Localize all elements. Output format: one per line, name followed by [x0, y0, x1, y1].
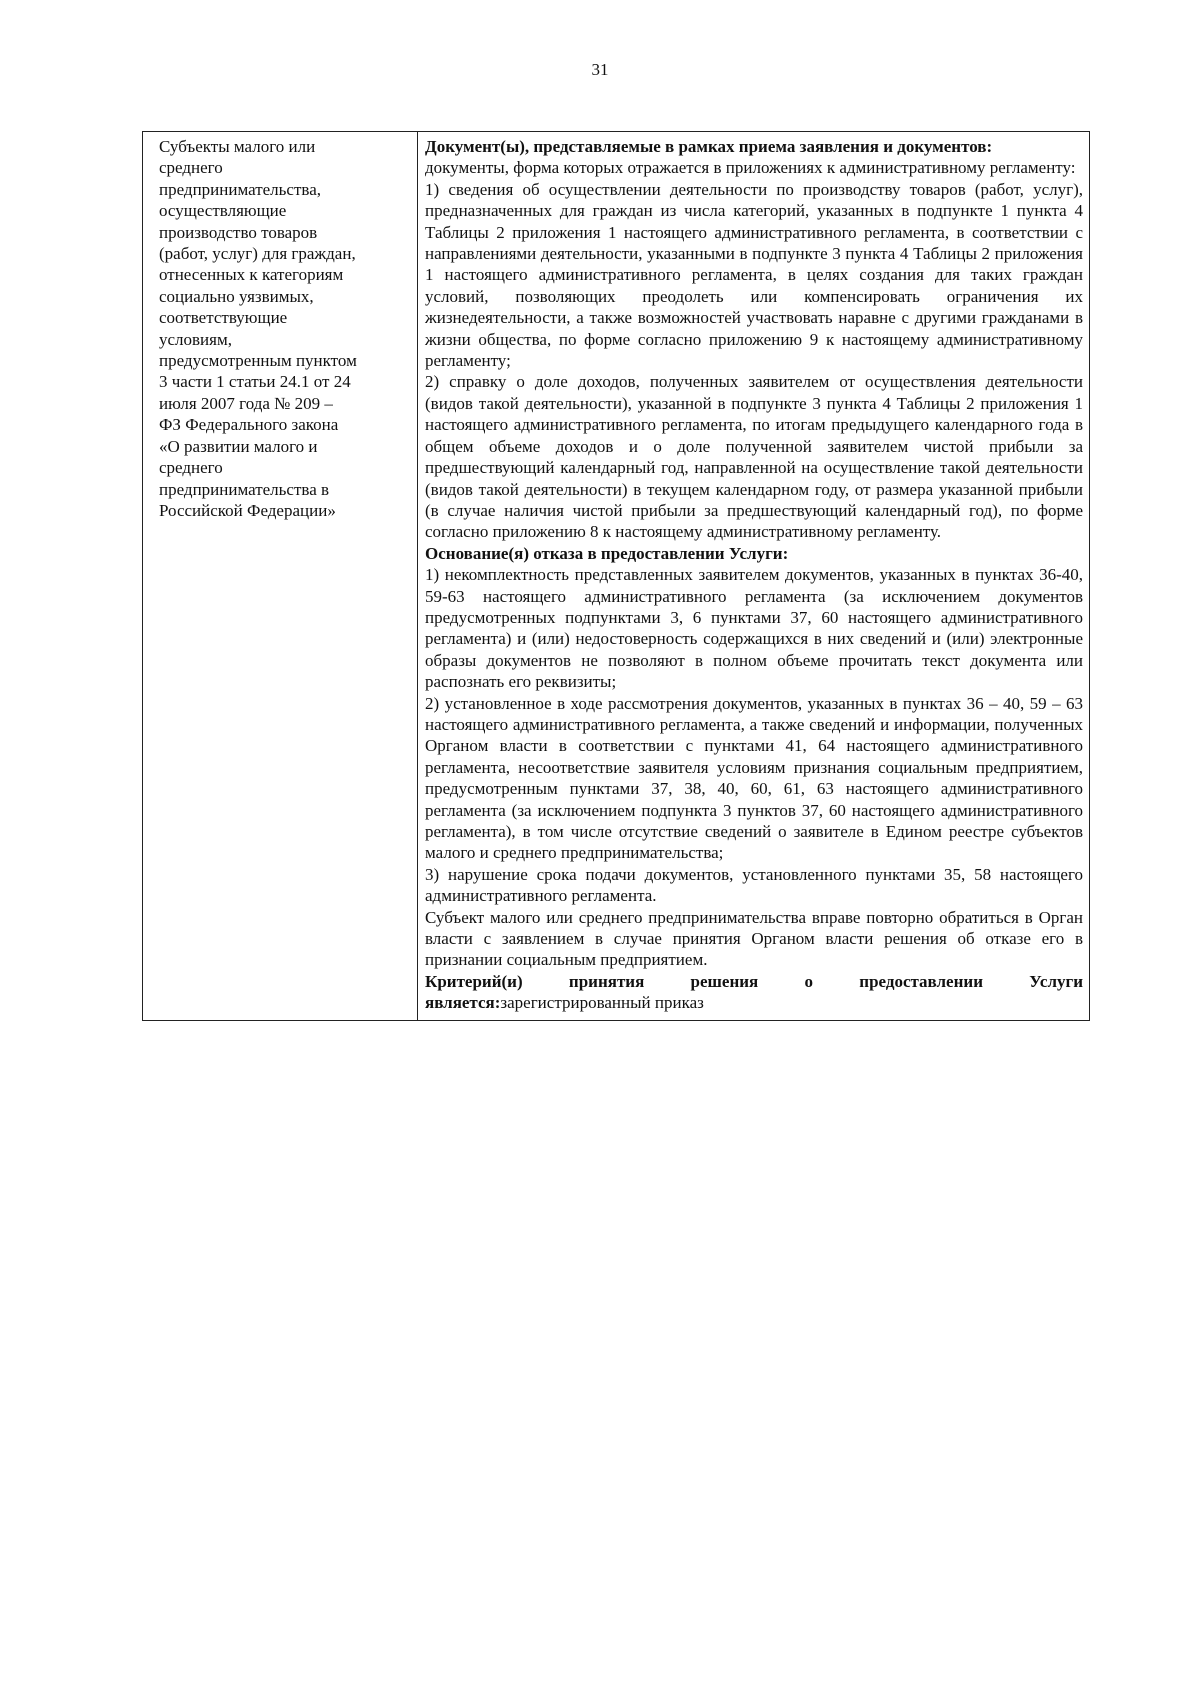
- refusal-heading: Основание(я) отказа в предоставлении Услуги:: [425, 543, 789, 563]
- left-line: условиям,: [159, 329, 232, 349]
- left-line: (работ, услуг) для граждан,: [159, 244, 356, 264]
- left-line: производство товаров: [159, 222, 318, 242]
- page-number: 31: [591, 60, 609, 79]
- applicant-category-cell: [143, 132, 418, 1021]
- left-line: предпринимательства,: [159, 179, 321, 199]
- left-line: соответствующие: [159, 308, 288, 328]
- left-line: Субъекты малого или: [159, 137, 316, 156]
- documents-intro: документы, форма которых отражается в приложениях к административному регламенту:: [425, 158, 1076, 178]
- refusal-item: 1) некомплектность представленных заявителем документов, указанных в пунктах 36-40, 59-63 настоящего административного регламента (за исключением документов предусмотренных подпунктами 3, 6 пунктами 37, 60 настоящего административного регламента) и (или) недостоверность содержащихся в них сведений и (или) электронные образы документов не позволяют в полном объеме прочитать текст документа или распознать его реквизиты;: [425, 565, 1083, 692]
- left-line: социально уязвимых,: [159, 286, 314, 306]
- left-line: Российской Федерации»: [159, 500, 336, 520]
- decision-criteria: [425, 971, 1083, 1014]
- repeat-application-note: Субъект малого или среднего предпринимательства вправе повторно обратиться в Орган власти с заявлением в случае принятия Органом власти решения об отказе его в признании социальным предприятием.: [425, 907, 1083, 970]
- left-line: предусмотренным пунктом: [159, 351, 357, 371]
- criteria-label: Критерий(и) принятия решения о предоставлении Услуги является:: [425, 971, 1083, 1013]
- refusal-item: 3) нарушение срока подачи документов, установленного пунктами 35, 58 настоящего административного регламента.: [425, 864, 1083, 906]
- left-line: предпринимательства в: [159, 479, 330, 499]
- left-line: среднего: [159, 158, 223, 178]
- left-line: 3 части 1 статьи 24.1 от 24: [159, 372, 351, 392]
- left-line: отнесенных к категориям: [159, 265, 344, 285]
- document-table: [142, 131, 1090, 1021]
- left-line: июля 2007 года № 209 –: [159, 393, 333, 413]
- documents-item: 2) справку о доле доходов, полученных заявителем от осуществления деятельности (видов такой деятельности), указанной в подпункте 3 пункта 4 Таблицы 2 приложения 1 настоящего административного регламента, по итогам предыдущего календарного года в общем объеме доходов и о доле полученной заявителем чистой прибыли за предшествующий календарный год, направленной на осуществление такой деятельности (видов такой деятельности) в текущем календарном году, от размера указанной прибыли (в случае наличия чистой прибыли за предшествующий календарный год), по форме согласно приложению 8 к настоящему административному регламенту.: [425, 372, 1083, 542]
- left-line: осуществляющие: [159, 201, 287, 221]
- documents-item: 1) сведения об осуществлении деятельности по производству товаров (работ, услуг), предназначенных для граждан из числа категорий, указанных в подпункте 1 пункта 4 Таблицы 2 приложения 1 настоящего административного регламента, в соответствии с направлениями деятельности, указанными в подпункте 3 пункта 4 Таблицы 2 приложения 1 настоящего административного регламента, в целях создания для таких граждан условий, позволяющих преодолеть или компенсировать ограничения их жизнедеятельности, а также возможностей участвовать наравне с другими гражданами в жизни общества, по форме согласно приложению 9 к настоящему административному регламенту;: [425, 179, 1083, 371]
- left-line: ФЗ Федерального закона: [159, 415, 339, 435]
- table-row: [143, 132, 1090, 1021]
- left-line: среднего: [159, 458, 223, 478]
- service-details-cell: [418, 132, 1090, 1021]
- criteria-value: зарегистрированный приказ: [500, 993, 704, 1013]
- documents-heading: Документ(ы), представляемые в рамках приема заявления и документов:: [425, 137, 993, 156]
- refusal-item: 2) установленное в ходе рассмотрения документов, указанных в пунктах 36 – 40, 59 – 63 настоящего административного регламента, а также сведений и информации, полученных Органом власти в соответствии с пунктами 41, 64 настоящего административного регламента, несоответствие заявителя условиям признания социальным предприятием, предусмотренным пунктами 37, 38, 40, 60, 61, 63 настоящего административного регламента (за исключением подпункта 3 пунктов 37, 60 настоящего административного регламента), в том числе отсутствие сведений о заявителе в Едином реестре субъектов малого и среднего предпринимательства;: [425, 693, 1083, 863]
- left-line: «О развитии малого и: [159, 436, 318, 456]
